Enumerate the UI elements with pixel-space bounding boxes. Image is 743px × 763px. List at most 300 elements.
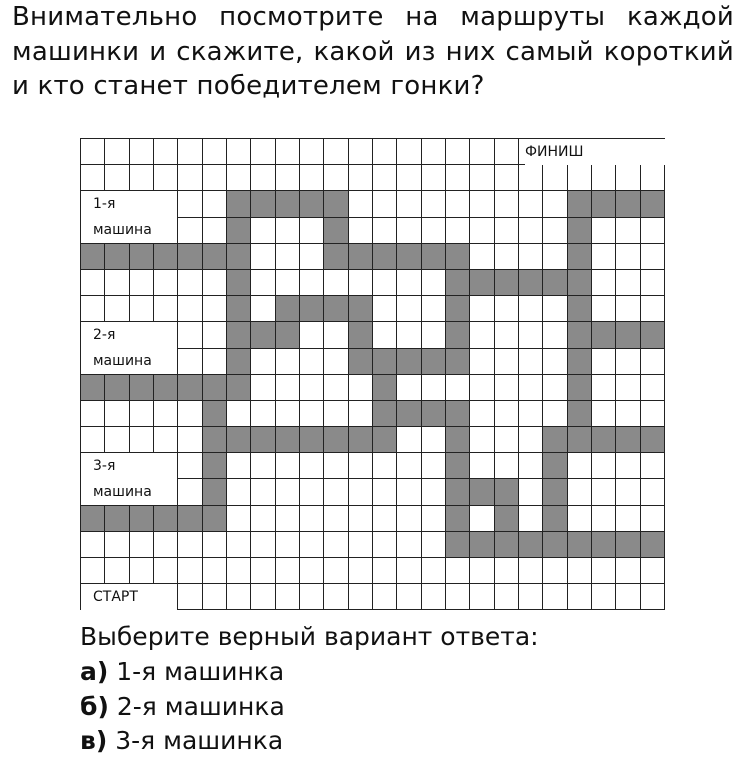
path-cell (568, 322, 592, 348)
grid-cell (592, 375, 616, 401)
path-cell (495, 479, 519, 505)
grid-cell (373, 139, 397, 165)
grid-cell (519, 506, 543, 532)
grid-cell (422, 506, 446, 532)
grid-cell (592, 558, 616, 584)
path-cell (373, 244, 397, 270)
grid-cell (203, 191, 227, 217)
path-cell (227, 244, 251, 270)
grid-cell (349, 218, 373, 244)
grid-cell (349, 270, 373, 296)
path-cell (495, 506, 519, 532)
grid-cell (154, 139, 178, 165)
car-1-label (81, 191, 177, 243)
path-cell (495, 270, 519, 296)
path-cell (203, 244, 227, 270)
grid-cell (616, 375, 640, 401)
path-cell (446, 479, 470, 505)
path-cell (543, 479, 567, 505)
option-b-letter: б) (80, 691, 109, 721)
grid-cell (397, 218, 421, 244)
car-1-label-line2: машина (93, 222, 152, 238)
path-cell (324, 296, 348, 322)
path-cell (568, 349, 592, 375)
path-cell (641, 532, 665, 558)
path-cell (203, 427, 227, 453)
path-cell (227, 375, 251, 401)
path-cell (543, 532, 567, 558)
path-cell (446, 427, 470, 453)
grid-cell (227, 479, 251, 505)
option-c[interactable] (80, 724, 285, 759)
grid-cell (470, 453, 494, 479)
grid-cell (203, 532, 227, 558)
path-cell (203, 401, 227, 427)
grid-cell (251, 453, 275, 479)
path-cell (592, 427, 616, 453)
car-2-label-line1: 2-я (93, 327, 116, 343)
grid-cell (422, 191, 446, 217)
path-cell (397, 401, 421, 427)
path-cell (568, 427, 592, 453)
path-cell (641, 427, 665, 453)
grid-cell (397, 375, 421, 401)
grid-cell (470, 322, 494, 348)
option-c-text: 3-я машинка (115, 726, 284, 755)
grid-cell (373, 296, 397, 322)
grid-cell (470, 165, 494, 191)
grid-cell (592, 506, 616, 532)
path-cell (422, 244, 446, 270)
grid-cell (276, 453, 300, 479)
grid-cell (519, 322, 543, 348)
grid-cell (568, 558, 592, 584)
grid-cell (397, 270, 421, 296)
path-cell (276, 191, 300, 217)
grid-cell (81, 296, 105, 322)
grid-cell (373, 165, 397, 191)
grid-cell (495, 296, 519, 322)
grid-cell (616, 401, 640, 427)
grid-cell (81, 401, 105, 427)
grid-cell (397, 532, 421, 558)
grid-cell (592, 584, 616, 610)
path-cell (616, 427, 640, 453)
path-cell (592, 532, 616, 558)
grid-cell (300, 349, 324, 375)
grid-cell (349, 506, 373, 532)
race-maze (80, 138, 665, 612)
path-cell (422, 349, 446, 375)
option-a[interactable] (80, 655, 285, 690)
grid-cell (519, 191, 543, 217)
grid-cell (227, 165, 251, 191)
grid-cell (470, 506, 494, 532)
path-cell (470, 270, 494, 296)
grid-cell (543, 584, 567, 610)
grid-cell (422, 218, 446, 244)
grid-cell (276, 244, 300, 270)
grid-cell (178, 532, 202, 558)
grid-cell (178, 270, 202, 296)
grid-cell (251, 349, 275, 375)
grid-cell (422, 479, 446, 505)
grid-cell (276, 139, 300, 165)
path-cell (519, 270, 543, 296)
grid-cell (203, 218, 227, 244)
path-cell (227, 191, 251, 217)
grid-cell (300, 322, 324, 348)
grid-cell (543, 244, 567, 270)
path-cell (276, 427, 300, 453)
grid-cell (373, 322, 397, 348)
grid-cell (251, 165, 275, 191)
grid-cell (422, 165, 446, 191)
grid-cell (203, 322, 227, 348)
car-2-label-line2: машина (93, 353, 152, 369)
grid-cell (373, 479, 397, 505)
grid-cell (422, 296, 446, 322)
grid-cell (349, 584, 373, 610)
grid-cell (422, 427, 446, 453)
grid-cell (276, 532, 300, 558)
grid-cell (105, 296, 129, 322)
grid-cell (130, 427, 154, 453)
grid-cell (178, 401, 202, 427)
grid-cell (203, 165, 227, 191)
path-cell (105, 244, 129, 270)
path-cell (568, 296, 592, 322)
grid-cell (495, 584, 519, 610)
grid-cell (276, 375, 300, 401)
path-cell (251, 427, 275, 453)
path-cell (568, 270, 592, 296)
grid-cell (470, 427, 494, 453)
grid-cell (154, 427, 178, 453)
path-cell (373, 349, 397, 375)
grid-cell (178, 191, 202, 217)
grid-cell (324, 165, 348, 191)
grid-cell (422, 453, 446, 479)
grid-cell (422, 584, 446, 610)
grid-cell (470, 191, 494, 217)
grid-cell (446, 375, 470, 401)
grid-cell (251, 270, 275, 296)
grid-cell (105, 532, 129, 558)
grid-cell (543, 375, 567, 401)
grid-cell (543, 191, 567, 217)
grid-cell (519, 479, 543, 505)
grid-cell (373, 453, 397, 479)
finish-label: ФИНИШ (525, 139, 670, 165)
path-cell (227, 349, 251, 375)
grid-cell (300, 584, 324, 610)
path-cell (373, 427, 397, 453)
path-cell (154, 506, 178, 532)
grid-cell (203, 558, 227, 584)
grid-cell (251, 584, 275, 610)
path-cell (616, 532, 640, 558)
grid-cell (568, 506, 592, 532)
path-cell (641, 191, 665, 217)
grid-cell (616, 506, 640, 532)
grid-cell (300, 558, 324, 584)
grid-cell (592, 244, 616, 270)
grid-cell (592, 165, 616, 191)
grid-cell (324, 375, 348, 401)
path-cell (300, 191, 324, 217)
grid-cell (105, 401, 129, 427)
path-cell (324, 218, 348, 244)
grid-cell (349, 375, 373, 401)
grid-cell (397, 322, 421, 348)
grid-cell (543, 218, 567, 244)
grid-cell (276, 349, 300, 375)
grid-cell (519, 401, 543, 427)
grid-cell (470, 244, 494, 270)
path-cell (300, 427, 324, 453)
grid-cell (543, 296, 567, 322)
grid-cell (397, 139, 421, 165)
answer-options (80, 655, 285, 759)
option-c-letter: в) (80, 726, 108, 755)
path-cell (276, 322, 300, 348)
grid-cell (495, 349, 519, 375)
grid-cell (397, 296, 421, 322)
grid-cell (616, 479, 640, 505)
grid-cell (105, 165, 129, 191)
grid-cell (470, 296, 494, 322)
option-b[interactable] (80, 690, 285, 725)
car-3-label-line1: 3-я (93, 458, 116, 474)
grid-cell (543, 165, 567, 191)
grid-cell (397, 558, 421, 584)
path-cell (300, 296, 324, 322)
grid-cell (251, 479, 275, 505)
grid-cell (422, 375, 446, 401)
grid-cell (446, 139, 470, 165)
grid-cell (130, 270, 154, 296)
grid-cell (616, 296, 640, 322)
grid-cell (543, 322, 567, 348)
grid-cell (373, 584, 397, 610)
path-cell (349, 296, 373, 322)
grid-cell (397, 453, 421, 479)
grid-cell (178, 584, 202, 610)
grid-cell (495, 453, 519, 479)
path-cell (349, 244, 373, 270)
grid-cell (178, 322, 202, 348)
grid-cell (543, 349, 567, 375)
path-cell (81, 244, 105, 270)
grid-cell (300, 375, 324, 401)
path-cell (495, 532, 519, 558)
path-cell (568, 532, 592, 558)
grid-cell (470, 218, 494, 244)
grid-cell (446, 165, 470, 191)
path-cell (105, 506, 129, 532)
grid-cell (251, 558, 275, 584)
path-cell (568, 375, 592, 401)
grid-cell (349, 401, 373, 427)
grid-cell (422, 558, 446, 584)
grid-cell (251, 244, 275, 270)
grid-cell (105, 427, 129, 453)
grid-cell (397, 191, 421, 217)
path-cell (130, 506, 154, 532)
grid-cell (519, 244, 543, 270)
grid-cell (641, 558, 665, 584)
grid-cell (641, 165, 665, 191)
path-cell (203, 506, 227, 532)
grid-cell (495, 218, 519, 244)
grid-cell (81, 139, 105, 165)
grid-cell (349, 191, 373, 217)
grid-cell (592, 401, 616, 427)
grid-cell (178, 165, 202, 191)
path-cell (568, 191, 592, 217)
path-cell (446, 532, 470, 558)
grid-cell (495, 322, 519, 348)
grid-cell (397, 584, 421, 610)
grid-cell (324, 584, 348, 610)
grid-cell (324, 270, 348, 296)
path-cell (446, 349, 470, 375)
grid-cell (154, 296, 178, 322)
grid-cell (641, 270, 665, 296)
path-cell (373, 401, 397, 427)
grid-cell (349, 558, 373, 584)
grid-cell (178, 558, 202, 584)
path-cell (349, 427, 373, 453)
grid-cell (470, 139, 494, 165)
path-cell (324, 244, 348, 270)
grid-cell (495, 401, 519, 427)
grid-cell (251, 296, 275, 322)
grid-cell (81, 165, 105, 191)
grid-cell (422, 139, 446, 165)
path-cell (422, 401, 446, 427)
path-cell (81, 506, 105, 532)
path-cell (203, 453, 227, 479)
path-cell (251, 191, 275, 217)
path-cell (227, 270, 251, 296)
grid-cell (324, 401, 348, 427)
grid-cell (446, 191, 470, 217)
grid-cell (251, 401, 275, 427)
grid-cell (519, 218, 543, 244)
grid-cell (641, 218, 665, 244)
path-cell (227, 322, 251, 348)
grid-cell (300, 401, 324, 427)
grid-cell (495, 244, 519, 270)
grid-cell (81, 427, 105, 453)
path-cell (227, 296, 251, 322)
grid-cell (495, 165, 519, 191)
grid-cell (324, 322, 348, 348)
grid-cell (446, 558, 470, 584)
grid-cell (373, 191, 397, 217)
grid-cell (543, 558, 567, 584)
grid-cell (81, 270, 105, 296)
path-cell (105, 375, 129, 401)
start-label: СТАРТ (81, 584, 177, 610)
grid-cell (373, 218, 397, 244)
path-cell (324, 427, 348, 453)
path-cell (154, 244, 178, 270)
grid-cell (568, 479, 592, 505)
grid-cell (616, 349, 640, 375)
grid-cell (324, 349, 348, 375)
grid-cell (130, 532, 154, 558)
grid-cell (227, 453, 251, 479)
grid-cell (251, 532, 275, 558)
grid-cell (154, 401, 178, 427)
grid-cell (592, 479, 616, 505)
grid-cell (349, 532, 373, 558)
grid-cell (203, 270, 227, 296)
grid-cell (300, 139, 324, 165)
grid-cell (641, 296, 665, 322)
car-1-label-line1: 1-я (93, 196, 116, 212)
grid-cell (130, 165, 154, 191)
grid-cell (592, 349, 616, 375)
path-cell (203, 375, 227, 401)
grid-cell (397, 165, 421, 191)
grid-cell (324, 453, 348, 479)
grid-cell (495, 427, 519, 453)
grid-cell (251, 375, 275, 401)
path-cell (470, 532, 494, 558)
path-cell (130, 375, 154, 401)
grid-cell (227, 506, 251, 532)
path-cell (568, 244, 592, 270)
grid-cell (227, 401, 251, 427)
grid-cell (130, 139, 154, 165)
grid-cell (397, 479, 421, 505)
path-cell (446, 322, 470, 348)
grid-cell (641, 506, 665, 532)
grid-cell (300, 218, 324, 244)
grid-cell (276, 479, 300, 505)
grid-cell (227, 584, 251, 610)
path-cell (543, 427, 567, 453)
grid-cell (373, 558, 397, 584)
grid-cell (519, 349, 543, 375)
path-cell (446, 506, 470, 532)
grid-cell (568, 453, 592, 479)
path-cell (227, 218, 251, 244)
grid-cell (470, 558, 494, 584)
grid-cell (592, 453, 616, 479)
grid-cell (349, 479, 373, 505)
grid-cell (641, 375, 665, 401)
grid-cell (397, 506, 421, 532)
grid-cell (446, 218, 470, 244)
grid-cell (178, 296, 202, 322)
path-cell (276, 296, 300, 322)
grid-cell (519, 375, 543, 401)
grid-cell (495, 191, 519, 217)
option-b-text: 2-я машинка (116, 691, 285, 721)
grid-cell (592, 218, 616, 244)
grid-cell (105, 558, 129, 584)
path-cell (81, 375, 105, 401)
path-cell (397, 244, 421, 270)
question-text: Внимательно посмотрите на маршруты каждой машинки и скажите, какой из них самый короткий и кто станет победителем гонки? (12, 2, 734, 101)
grid-cell (276, 401, 300, 427)
grid-cell (373, 270, 397, 296)
